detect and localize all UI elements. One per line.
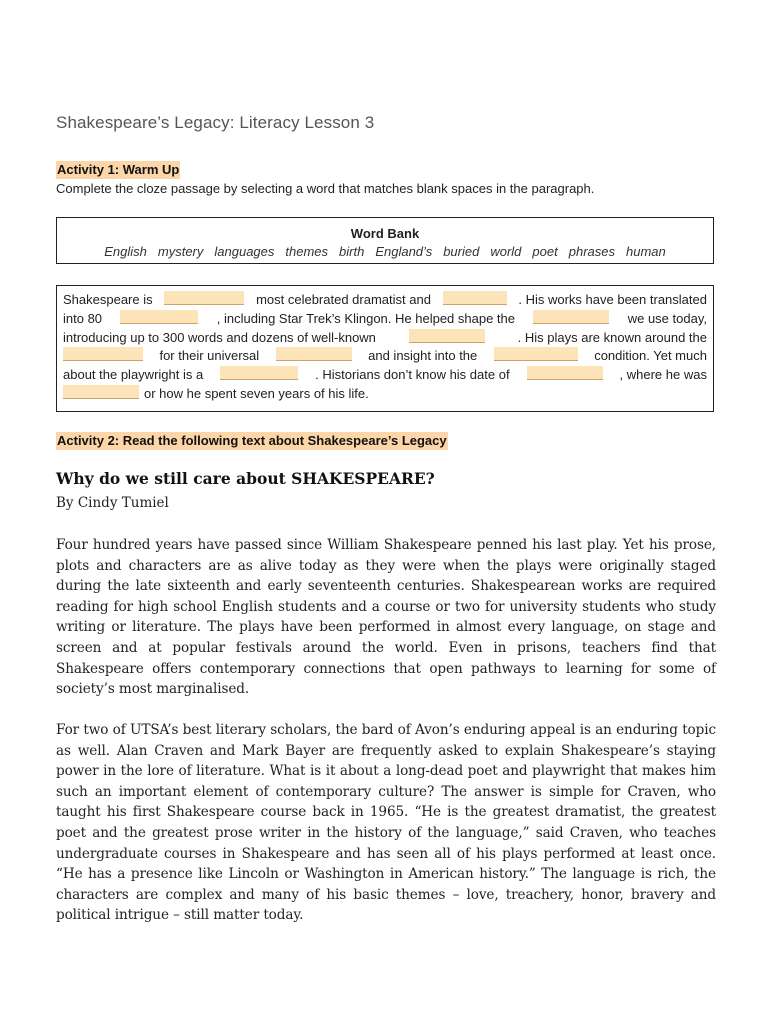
word-bank-word: human [625, 244, 666, 259]
article-byline: By Cindy Tumiel [56, 495, 169, 511]
cloze-blank-8[interactable] [494, 347, 578, 361]
cloze-text: . His plays are known around the [517, 329, 707, 345]
cloze-text: Shakespeare is [63, 292, 153, 307]
word-bank-words [57, 243, 713, 260]
cloze-text: . Historians don’t know his date of [315, 367, 510, 383]
cloze-line [63, 366, 707, 385]
cloze-blank-11[interactable] [63, 385, 139, 399]
cloze-blank-1[interactable] [164, 291, 244, 305]
cloze-line [63, 310, 707, 329]
word-bank-word: themes [285, 244, 329, 259]
cloze-blank-2[interactable] [443, 291, 507, 305]
cloze-text: introducing up to 300 words and dozens of well-known [63, 329, 376, 345]
cloze-text: into 80 [63, 310, 103, 326]
cloze-text: , where he was [619, 367, 707, 383]
word-bank [56, 217, 714, 264]
word-bank-word: phrases [568, 244, 615, 259]
cloze-text: we use today, [627, 310, 707, 326]
word-bank-word: English [104, 244, 147, 259]
activity1-instructions: Complete the cloze passage by selecting a word that matches blank spaces in the paragraph. [56, 181, 595, 196]
cloze-blank-5[interactable] [409, 329, 485, 343]
cloze-text: or how he spent seven years of his life. [144, 385, 369, 401]
cloze-passage [56, 285, 714, 412]
cloze-line [63, 329, 707, 348]
cloze-text: condition. Yet much [594, 348, 707, 364]
cloze-blank-7[interactable] [276, 347, 352, 361]
cloze-line [63, 291, 707, 310]
cloze-text: and insight into the [368, 348, 478, 364]
cloze-line [63, 347, 707, 366]
word-bank-title: Word Bank [350, 226, 420, 241]
cloze-blank-10[interactable] [527, 366, 603, 380]
cloze-text: most celebrated dramatist and [256, 292, 431, 307]
word-bank-word: poet [532, 244, 558, 259]
cloze-text: about the playwright is a [63, 367, 204, 383]
cloze-text: , including Star Trek’s Klingon. He helped shape the [216, 310, 515, 326]
article-paragraph-1: Four hundred years have passed since William Shakespeare penned his last play. Yet his prose, plots and characters are as alive today as they were when the plays were originally staged during the late sixteenth and early seventeenth centuries. Shakespearean works are required reading for high school English students and a course or two for university students who study writing or literature. The plays have been performed in almost every language, on stage and screen and at popular festivals around the world. Even in prisons, teachers find that Shakespeare offers contemporary connections that open pathways to learning for some of society’s most marginalised. [56, 537, 716, 698]
word-bank-word: birth [339, 244, 365, 259]
cloze-blank-4[interactable] [533, 310, 609, 324]
word-bank-word: languages [214, 244, 275, 259]
word-bank-word: mystery [157, 244, 204, 259]
article-paragraph-2: For two of UTSA’s best literary scholars, the bard of Avon’s enduring appeal is an enduring topic as well. Alan Craven and Mark Bayer are frequently asked to explain Shakespeare’s staying power in the lore of literature. What is it about a long-dead poet and playwright that makes him such an important element of contemporary culture? The answer is simple for Craven, who taught his first Shakespeare course back in 1965. “He is the greatest dramatist, the greatest poet and the greatest prose writer in the history of the language,” said Craven, who teaches undergraduate courses in Shakespeare and has seen all of his plays performed at least once. “He has a presence like Lincoln or Washington in American history.” The language is rich, the characters are complex and many of his basic themes – love, treachery, honor, bravery and political intrigue – still matter today. [56, 722, 716, 924]
activity2-heading: Activity 2: Read the following text about Shakespeare’s Legacy [57, 433, 447, 448]
cloze-line [63, 385, 707, 404]
article-title: Why do we still care about SHAKESPEARE? [56, 469, 435, 488]
cloze-text: . His works have been translated [518, 292, 707, 307]
word-bank-word: England’s [375, 244, 433, 259]
cloze-text: for their universal [159, 348, 260, 364]
cloze-blank-9[interactable] [220, 366, 298, 380]
lesson-title: Shakespeare’s Legacy: Literacy Lesson 3 [56, 113, 375, 132]
cloze-blank-6[interactable] [63, 347, 143, 361]
activity1-heading: Activity 1: Warm Up [57, 162, 180, 177]
word-bank-word: world [490, 244, 522, 259]
word-bank-word: buried [443, 244, 480, 259]
cloze-blank-3[interactable] [120, 310, 198, 324]
